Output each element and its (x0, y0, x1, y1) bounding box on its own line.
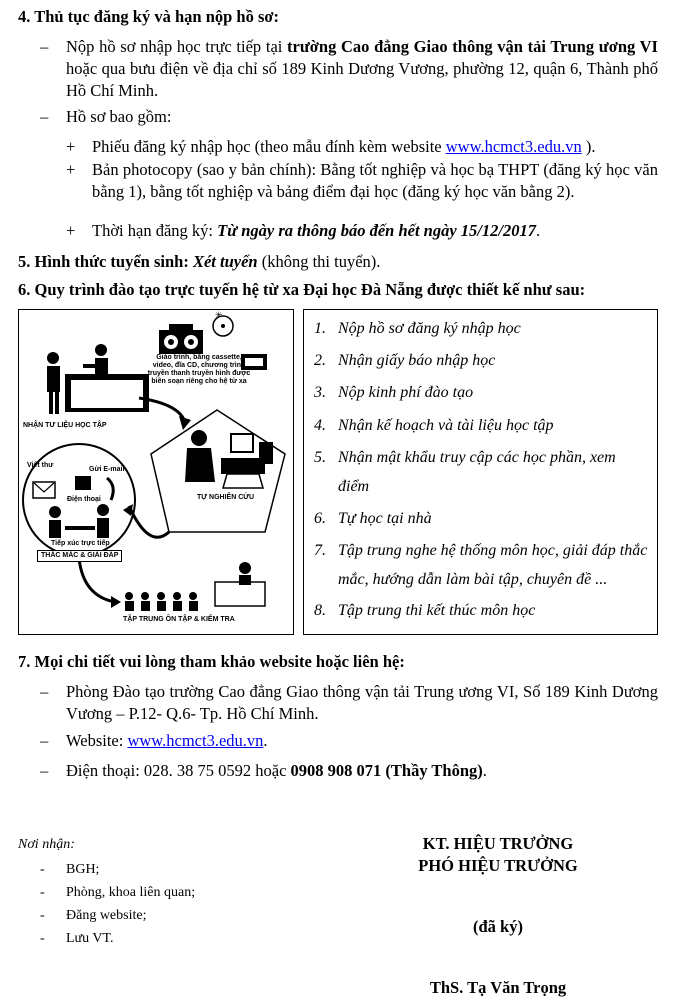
section-7-heading: 7. Mọi chi tiết vui lòng tham khảo website hoặc liên hệ: (18, 652, 405, 671)
receive-materials-figure (47, 344, 149, 414)
step-item-continued: điểm (338, 478, 370, 495)
recipient-item: Phòng, khoa liên quan; (66, 885, 196, 900)
signer-name: ThS. Tạ Văn Trọng (429, 978, 567, 997)
step-item: 7. Tập trung nghe hệ thống môn học, giải đáp thắc (314, 542, 648, 559)
recipient-bullet: - (40, 862, 45, 877)
dash-bullet: – (40, 761, 49, 780)
section-4-sub-1: Phiếu đăng ký nhập học (theo mẫu đính kèm website www.hcmct3.edu.vn ). (92, 137, 596, 156)
sparkle-mark: ✳ (215, 310, 223, 320)
training-process-diagram (18, 309, 294, 635)
plus-bullet: + (66, 160, 76, 179)
label-receive-materials: NHẬN TƯ LIỆU HỌC TẬP (23, 422, 107, 429)
recipient-item: Đăng website; (66, 908, 147, 923)
recipient-bullet: - (40, 931, 45, 946)
section-5: 5. Hình thức tuyển sinh: Xét tuyển (không thi tuyển). (18, 252, 381, 271)
section-4-sub-2: Bản photocopy (sao y bản chính): Bằng tốt nghiệp và học bạ THPT (đăng ký học văn bằng 1), bằng tốt nghiệp và bảng điểm đại học (đăng ký học văn bằng 2). (92, 160, 658, 201)
label-materials: Giáo trình, băng cassette, video, đĩa CD, chương trình truyền thanh truyền hình được biên soạn riêng cho hệ từ xa (147, 354, 251, 385)
section-7-item-2: Website: www.hcmct3.edu.vn. (66, 731, 268, 750)
label-phone: Điện thoại (67, 496, 101, 503)
recipient-bullet: - (40, 885, 45, 900)
website-link[interactable]: www.hcmct3.edu.vn (127, 731, 264, 750)
signed-note: (đã ký) (473, 917, 523, 936)
dash-bullet: – (40, 107, 49, 126)
label-direct-contact: Tiếp xúc trực tiếp (51, 540, 110, 547)
step-item: 4. Nhận kế hoạch và tài liệu học tập (314, 417, 554, 434)
section-4-item-2: Hồ sơ bao gồm: (66, 107, 172, 126)
step-item: 6. Tự học tại nhà (314, 510, 432, 527)
label-write-letter: Viết thư (27, 462, 54, 469)
recipients-title: Nơi nhận: (18, 837, 75, 852)
label-email: Gửi E-mail (89, 466, 125, 473)
dash-bullet: – (40, 37, 49, 56)
recipient-item: Lưu VT. (66, 931, 114, 946)
section-4-item-1: Nộp hồ sơ nhập học trực tiếp tại trường Cao đẳng Giao thông vận tải Trung ương VI hoặc qua bưu điện về địa chỉ số 189 Kinh Dương Vương, phường 12, quận 6, Thành phố Hồ Chí Minh. (66, 37, 658, 100)
website-link[interactable]: www.hcmct3.edu.vn (445, 137, 582, 156)
section-7-item-3: Điện thoại: 028. 38 75 0592 hoặc 0908 908 071 (Thầy Thông). (66, 761, 487, 780)
section-4-heading: 4. Thủ tục đăng ký và hạn nộp hồ sơ: (18, 7, 280, 26)
recipient-bullet: - (40, 908, 45, 923)
section-7-item-1: Phòng Đào tạo trường Cao đẳng Giao thông vận tải Trung ương VI, Số 189 Kinh Dương Vương – P.12- Q.6- Tp. Hồ Chí Minh. (66, 682, 658, 723)
step-item: 1. Nộp hồ sơ đăng ký nhập học (314, 320, 521, 337)
final-exam-figure (125, 562, 265, 611)
section-6-heading: 6. Quy trình đào tạo trực tuyến hệ từ xa Đại học Đà Nẵng được thiết kế như sau: (18, 280, 586, 299)
plus-bullet: + (66, 221, 76, 240)
plus-bullet: + (66, 137, 76, 156)
step-item: 5. Nhận mật khẩu truy cập các học phần, xem (314, 449, 616, 466)
step-item-continued: mắc, hướng dẫn làm bài tập, chuyên đề ... (338, 571, 608, 588)
dash-bullet: – (40, 682, 49, 701)
section-4-sub-3: Thời hạn đăng ký: Từ ngày ra thông báo đến hết ngày 15/12/2017. (92, 221, 541, 240)
dash-bullet: – (40, 731, 49, 750)
step-item: 2. Nhận giấy báo nhập học (314, 352, 496, 369)
signature-title-1: KT. HIỆU TRƯỞNG (422, 834, 574, 853)
signature-title-2: PHÓ HIỆU TRƯỞNG (418, 856, 578, 875)
step-item: 8. Tập trung thi kết thúc môn học (314, 602, 536, 619)
step-item: 3. Nộp kinh phí đào tạo (314, 384, 474, 401)
recipient-item: BGH; (66, 862, 100, 877)
label-self-study: TỰ NGHIÊN CỨU (197, 494, 255, 501)
label-qa: THẮC MẮC & GIẢI ĐÁP (37, 550, 122, 562)
process-steps-box (303, 309, 658, 635)
label-final-exam: TẬP TRUNG ÔN TẬP & KIỂM TRA (123, 616, 235, 623)
